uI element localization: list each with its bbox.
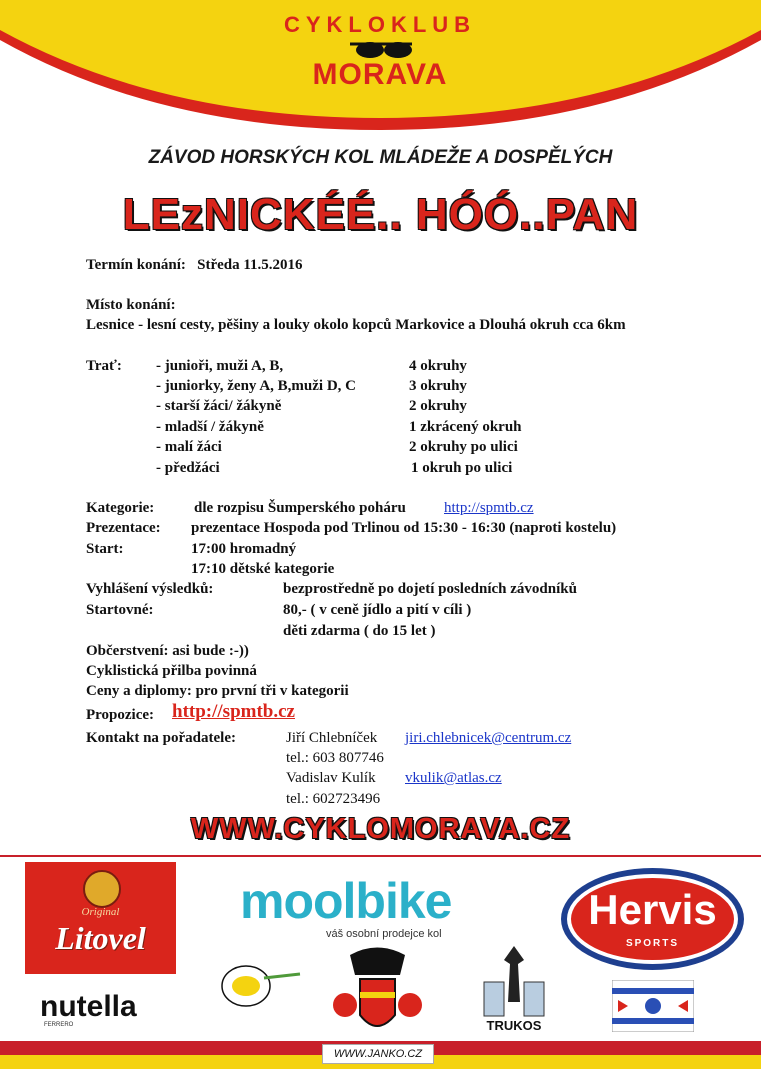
trat-label: Trať: [86, 358, 122, 374]
hervis-logo [561, 868, 744, 970]
hervis-text: Hervis [588, 886, 717, 933]
moolbike-text: moolbike [240, 873, 452, 929]
trat-laps: 2 okruhy [409, 398, 467, 414]
trat-cat: - juniorky, ženy A, B,muži D, C [156, 378, 357, 394]
trat-cat: - junioři, muži A, B, [156, 358, 284, 374]
website-url[interactable]: WWW.CYKLOMORAVA.CZ [190, 813, 571, 845]
prezentace-value: prezentace Hospoda pod Trlinou od 15:30 - 16:30 (naproti kostelu) [191, 520, 617, 536]
start-label: Start: [86, 541, 124, 557]
moolbike-logo [240, 872, 520, 942]
misto-label: Místo konání: [86, 297, 176, 313]
prilba: Cyklistická přilba povinná [86, 663, 257, 679]
misto-value: Lesnice - lesní cesty, pěšiny a louky okolo kopců Markovice a Dlouhá okruh cca 6km [86, 317, 626, 333]
nutella-sub: FERRERO [44, 1022, 74, 1028]
trat-cat: - mladší / žákyně [156, 419, 264, 435]
trat-cat: - starší žáci/ žákyně [156, 398, 282, 414]
duck-cyclist-icon [214, 960, 304, 1010]
trat-laps: 3 okruhy [409, 378, 467, 394]
divider [0, 855, 761, 857]
hervis-sub: SPORTS [625, 938, 680, 949]
litovel-logo [25, 862, 176, 974]
termin-value: Středa 11.5.2016 [197, 257, 303, 273]
trat-laps: 1 okruh po ulici [411, 460, 513, 476]
contact-name: Jiří Chlebníček [286, 730, 378, 746]
litovel-small: Original [81, 906, 120, 918]
litovel-crest-icon [83, 870, 121, 908]
coat-of-arms-icon [330, 945, 425, 1045]
kategorie-link[interactable]: http://spmtb.cz [444, 500, 534, 516]
nutella-logo [40, 990, 170, 1030]
trat-laps: 1 zkrácený okruh [409, 419, 522, 435]
startovne-value-2: děti zdarma ( do 15 let ) [283, 623, 436, 639]
trukos-logo [478, 942, 550, 1037]
litovel-text: Litovel [55, 920, 146, 956]
prezentace-label: Prezentace: [86, 520, 161, 536]
contact-name: Vadislav Kulík [286, 770, 376, 786]
trat-cat: - předžáci [156, 460, 220, 476]
kategorie-value: dle rozpisu Šumperského poháru [194, 500, 406, 516]
bird-icon [478, 942, 550, 1020]
kategorie-label: Kategorie: [86, 500, 155, 516]
start-value-1: 17:00 hromadný [191, 541, 297, 557]
club-name: MORAVA [312, 58, 448, 91]
kontakt-label: Kontakt na pořadatele: [86, 730, 236, 746]
start-value-2: 17:10 dětské kategorie [191, 561, 335, 577]
trukos-text: TRUKOS [486, 1018, 542, 1033]
trat-laps: 4 okruhy [409, 358, 467, 374]
vyhlaseni-value: bezprostředně po dojetí posledních závodníků [283, 581, 577, 597]
contact-email[interactable]: jiri.chlebnicek@centrum.cz [405, 730, 572, 746]
trat-laps: 2 okruhy po ulici [409, 439, 518, 455]
janko-url[interactable]: WWW.JANKO.CZ [322, 1044, 434, 1064]
club-top-text: CYKLOKLUB [283, 12, 477, 37]
nutella-text: nutella [40, 990, 137, 1023]
flag-icon [612, 980, 694, 1032]
contact-email[interactable]: vkulik@atlas.cz [405, 770, 502, 786]
event-title: LEzNICKÉÉ.. HÓÓ..PAN [122, 190, 639, 239]
obcerstveni: Občerstvení: asi bude :-)) [86, 643, 249, 659]
contact-tel: tel.: 602723496 [286, 791, 381, 807]
moolbike-tag: váš osobní prodejce kol [326, 928, 442, 940]
contact-tel: tel.: 603 807746 [286, 750, 384, 766]
propozice-label: Propozice: [86, 707, 155, 723]
event-subtitle: ZÁVOD HORSKÝCH KOL MLÁDEŽE A DOSPĚLÝCH [148, 147, 613, 168]
startovne-label: Startovné: [86, 602, 154, 618]
ceny: Ceny a diplomy: pro první tři v kategorii [86, 683, 349, 699]
propozice-link[interactable]: http://spmtb.cz [172, 701, 295, 722]
startovne-value-1: 80,- ( v ceně jídlo a pití v cíli ) [283, 602, 472, 618]
termin-row [86, 256, 303, 274]
vyhlaseni-label: Vyhlášení výsledků: [86, 581, 214, 597]
termin-label: Termín konání: [86, 257, 186, 273]
trat-cat: - malí žáci [156, 439, 222, 455]
